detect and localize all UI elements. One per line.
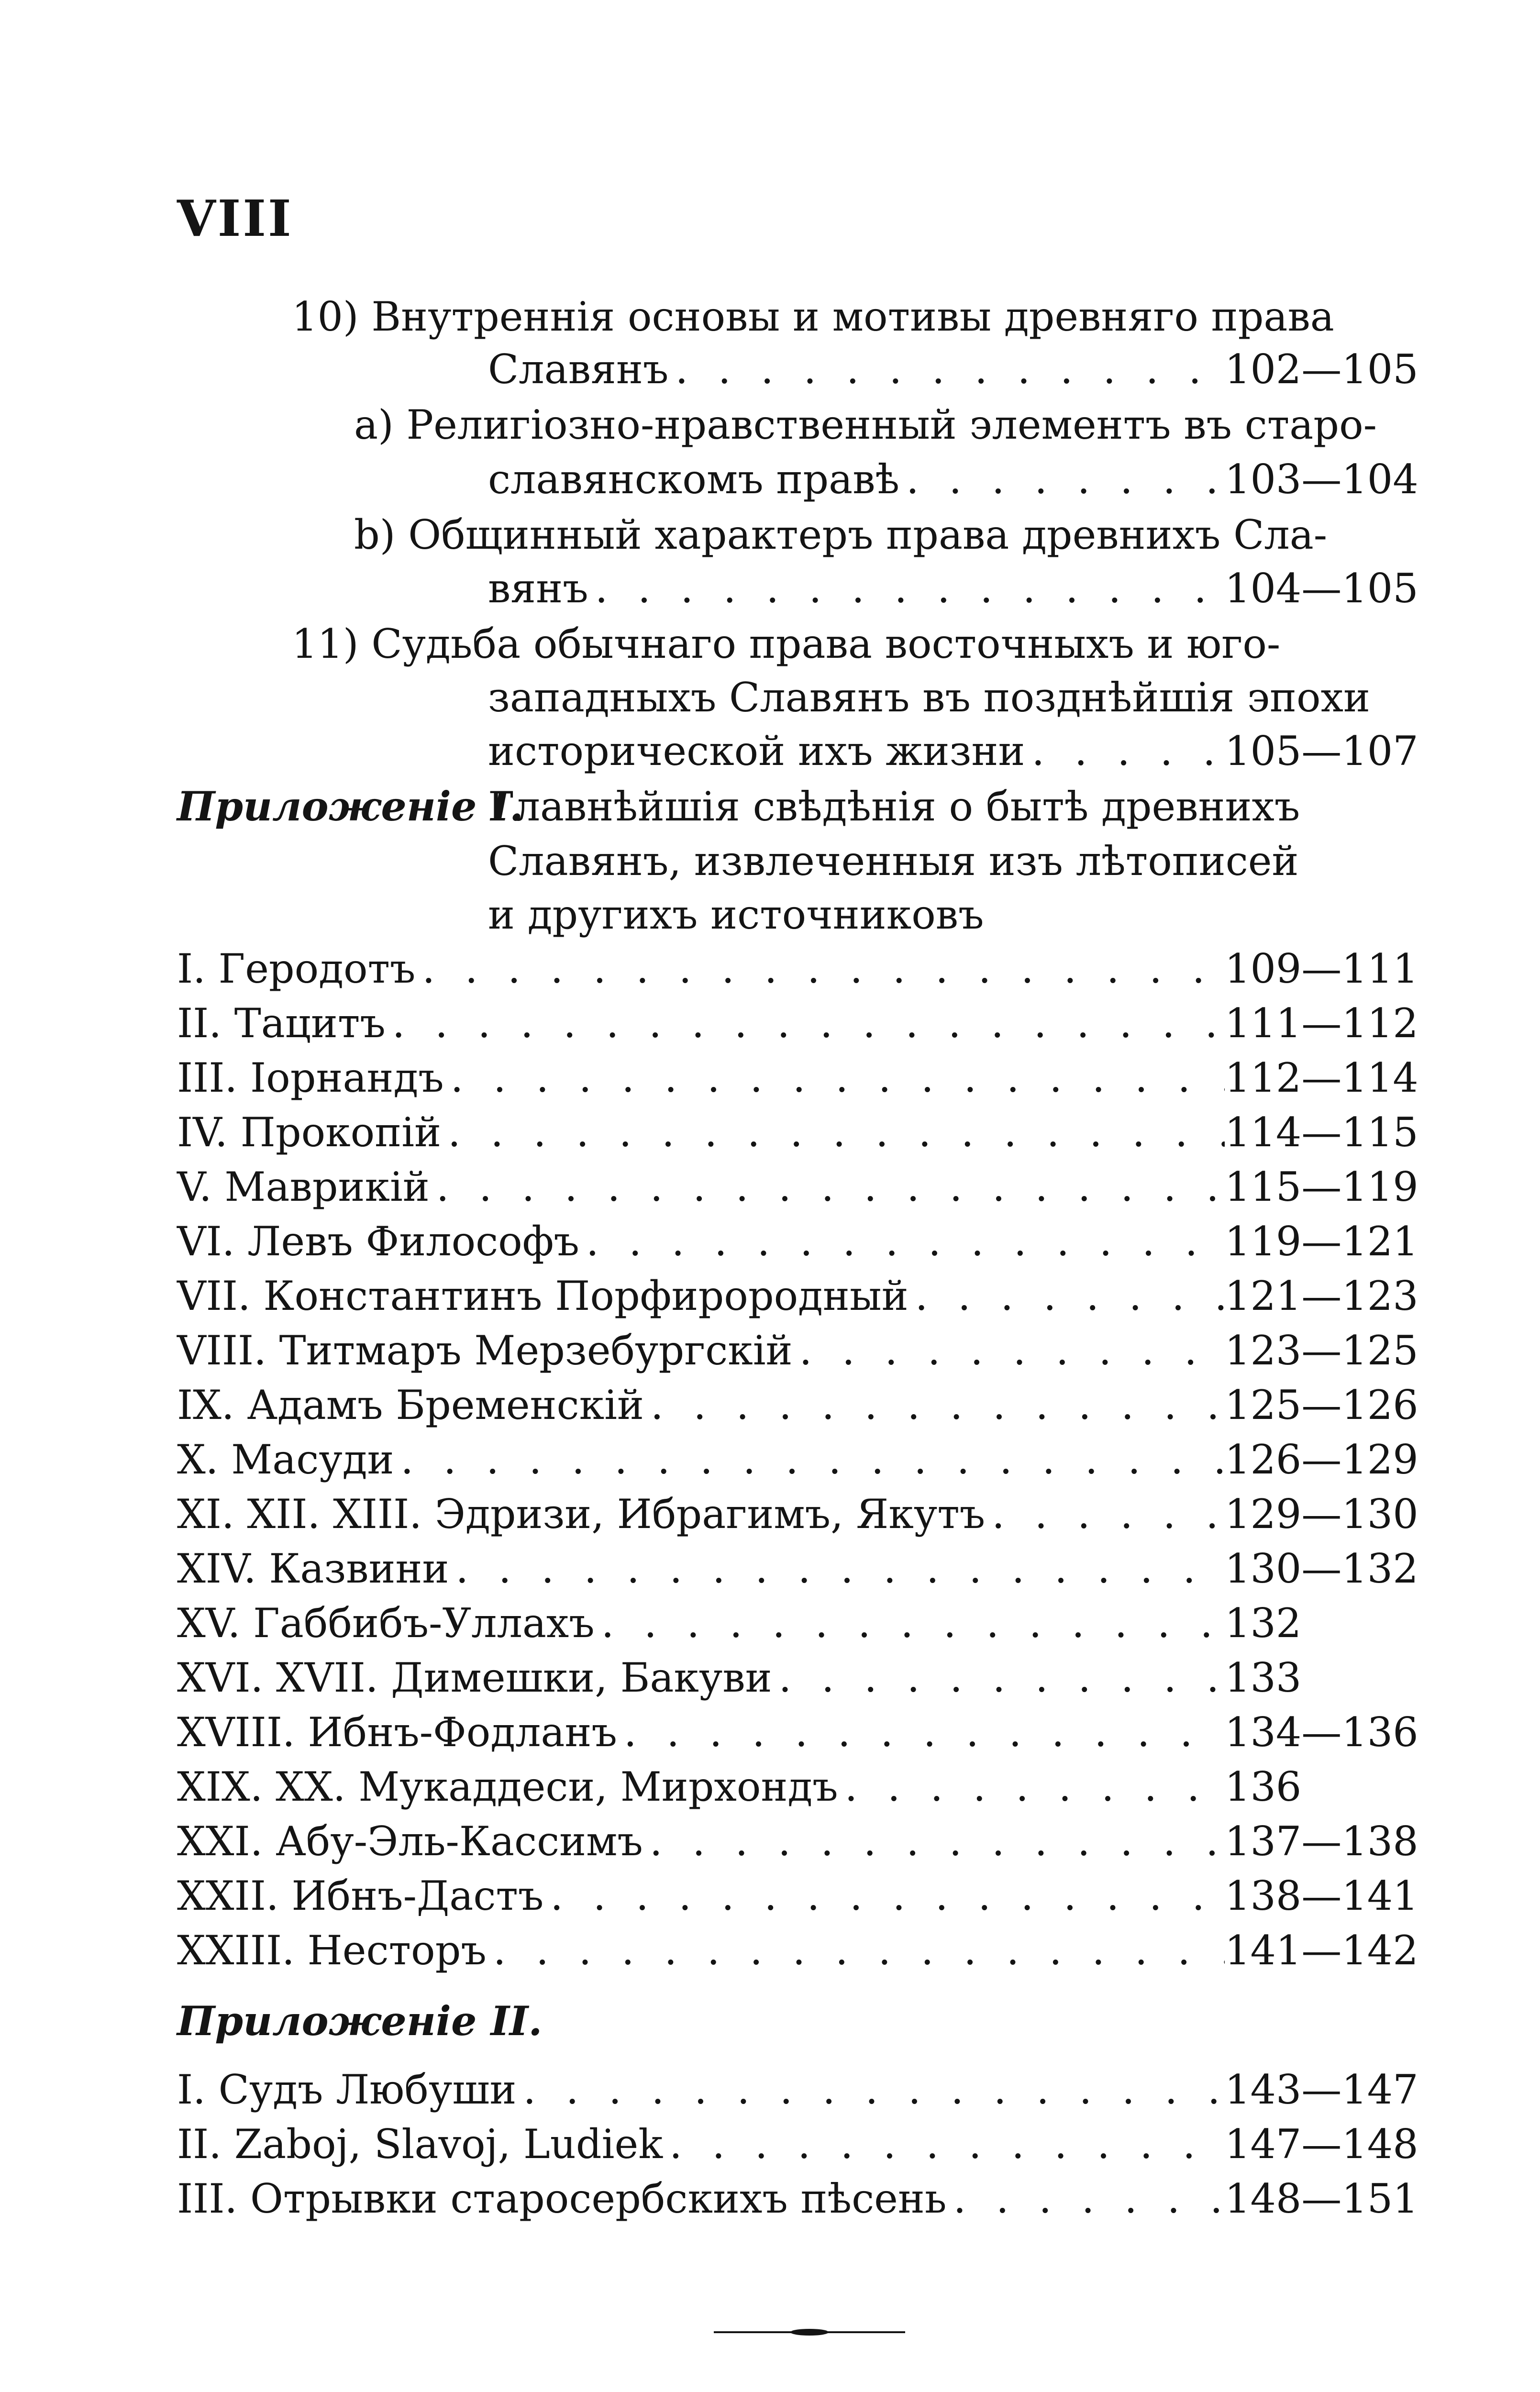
- section-10-title: 10) Внутреннія основы и мотивы древняго права: [292, 293, 1334, 340]
- dot-leader: [1025, 727, 1225, 775]
- toc-entry: [177, 1436, 1418, 1484]
- toc-entry: [177, 1218, 1418, 1265]
- entry-label: XXIII. Несторъ: [177, 1927, 487, 1974]
- toc-entry: [177, 1381, 1418, 1429]
- entry-label: VII. Константинъ Порфирородный: [177, 1273, 908, 1319]
- toc-entry: [177, 1708, 1418, 1756]
- entry-pages: 109—111: [1225, 945, 1418, 992]
- entry-pages: 143—147: [1225, 2066, 1418, 2113]
- entry-label: V. Маврикій: [177, 1163, 430, 1210]
- dot-leader: [441, 1108, 1225, 1156]
- dot-leader: [668, 345, 1225, 393]
- entry-pages: 104—105: [1225, 565, 1418, 612]
- appendix-2-title: Приложеніе II.: [177, 1997, 543, 2045]
- entry-pages: 147—148: [1225, 2121, 1418, 2168]
- dot-leader: [772, 1654, 1225, 1702]
- entry-pages: 148—151: [1225, 2175, 1418, 2222]
- entry-pages: 114—115: [1225, 1109, 1418, 1156]
- dot-leader: [430, 1163, 1225, 1211]
- toc-entry: [177, 1599, 1397, 1647]
- entry-label: IV. Прокопій: [177, 1109, 442, 1156]
- entry-label: II. Тацитъ: [177, 1000, 386, 1047]
- dot-leader: [838, 1763, 1225, 1811]
- dot-leader: [449, 1545, 1225, 1593]
- entry-pages: 138—141: [1225, 1872, 1418, 1919]
- entry-pages: 133: [1225, 1654, 1302, 1701]
- toc-entry: [177, 1654, 1397, 1702]
- toc-entry: [177, 1054, 1418, 1102]
- toc-entry: [177, 2120, 1418, 2168]
- toc-entry: [177, 1763, 1397, 1811]
- dot-leader: [543, 1872, 1225, 1920]
- dot-leader: [415, 945, 1225, 993]
- entry-label: I. Геродотъ: [177, 945, 416, 992]
- toc-entry: [177, 1872, 1418, 1920]
- dot-leader: [985, 1490, 1225, 1538]
- entry-label: XIV. Казвини: [177, 1545, 449, 1592]
- entry-label: IX. Адамъ Бременскій: [177, 1382, 644, 1429]
- dot-leader: [487, 1927, 1225, 1974]
- dot-leader: [793, 1327, 1225, 1374]
- entry-pages: 111—112: [1225, 1000, 1418, 1047]
- section-10b-entry: [488, 565, 1418, 612]
- entry-pages: 102—105: [1225, 346, 1418, 393]
- entry-pages: 112—114: [1225, 1054, 1418, 1101]
- entry-pages: 123—125: [1225, 1327, 1418, 1374]
- entry-pages: 121—123: [1225, 1273, 1418, 1319]
- toc-entry: [177, 2066, 1418, 2114]
- appendix-1-desc-line2: Славянъ, извлеченныя изъ лѣтописей: [488, 838, 1299, 885]
- toc-entry: [177, 1108, 1418, 1156]
- dot-leader: [595, 1599, 1225, 1647]
- entry-label: III. Отрывки старосербскихъ пѣсень: [177, 2175, 947, 2222]
- entry-pages: 137—138: [1225, 1818, 1418, 1865]
- ornament-divider-icon: [714, 2327, 905, 2337]
- section-11-entry: [488, 727, 1418, 775]
- entry-label: вянъ: [488, 565, 588, 612]
- entry-pages: 132: [1225, 1600, 1302, 1647]
- toc-entry: [177, 1163, 1418, 1211]
- toc-entry: [177, 1927, 1418, 1974]
- section-10a-title: a) Религіозно-нравственный элементъ въ старо-: [354, 401, 1377, 448]
- dot-leader: [579, 1218, 1225, 1265]
- entry-label: славянскомъ правѣ: [488, 456, 900, 503]
- entry-pages: 119—121: [1225, 1218, 1418, 1265]
- entry-pages: 134—136: [1225, 1709, 1418, 1756]
- entry-label: Славянъ: [488, 346, 669, 393]
- section-11-title: 11) Судьба обычнаго права восточныхъ и юго-: [292, 620, 1281, 667]
- entry-label: XXII. Ибнъ-Дастъ: [177, 1872, 544, 1919]
- toc-entry: [177, 1490, 1418, 1538]
- entry-pages: 126—129: [1225, 1436, 1418, 1483]
- dot-leader: [644, 1381, 1225, 1429]
- entry-label: X. Масуди: [177, 1436, 394, 1483]
- dot-leader: [663, 2120, 1225, 2168]
- entry-label: VI. Левъ Философъ: [177, 1218, 579, 1265]
- entry-label: I. Судъ Любуши: [177, 2066, 517, 2113]
- toc-entry: [177, 2175, 1418, 2223]
- section-10b-title: b) Общинный характеръ права древнихъ Сла-: [354, 511, 1328, 558]
- entry-label: III. Іорнандъ: [177, 1054, 444, 1101]
- dot-leader: [617, 1708, 1225, 1756]
- entry-pages: 130—132: [1225, 1545, 1418, 1592]
- dot-leader: [643, 1817, 1225, 1865]
- toc-entry: [177, 999, 1418, 1047]
- toc-entry: [177, 1545, 1418, 1593]
- dot-leader: [394, 1436, 1225, 1484]
- entry-pages: 136: [1225, 1763, 1302, 1810]
- entry-label: XVI. XVII. Димешки, Бакуви: [177, 1654, 772, 1701]
- dot-leader: [386, 999, 1225, 1047]
- entry-label: XV. Габбибъ-Уллахъ: [177, 1600, 595, 1647]
- entry-label: II. Zaboj, Slavoj, Ludiek: [177, 2121, 663, 2168]
- dot-leader: [947, 2175, 1225, 2223]
- toc-entry: [177, 945, 1418, 993]
- dot-leader: [908, 1272, 1225, 1320]
- appendix-1-desc-line1: Главнѣйшія свѣдѣнія о бытѣ древнихъ: [488, 783, 1300, 830]
- dot-leader: [588, 565, 1225, 612]
- entry-label: VIII. Титмаръ Мерзебургскій: [177, 1327, 793, 1374]
- toc-entry: [177, 1272, 1418, 1320]
- toc-entry: [177, 1327, 1418, 1374]
- entry-pages: 103—104: [1225, 456, 1418, 503]
- section-11-line2: западныхъ Славянъ въ позднѣйшія эпохи: [488, 674, 1370, 721]
- dot-leader: [444, 1054, 1225, 1102]
- toc-entry: [177, 1817, 1418, 1865]
- entry-label: XVIII. Ибнъ-Фодланъ: [177, 1709, 617, 1756]
- appendix-1-title: Приложеніе I.: [177, 783, 524, 830]
- entry-label: XXI. Абу-Эль-Кассимъ: [177, 1818, 643, 1865]
- dot-leader: [899, 455, 1225, 503]
- entry-pages: 115—119: [1225, 1163, 1418, 1210]
- entry-label: XI. XII. XIII. Эдризи, Ибрагимъ, Якутъ: [177, 1491, 986, 1538]
- entry-pages: 141—142: [1225, 1927, 1418, 1974]
- section-10-entry: [488, 345, 1418, 393]
- entry-pages: 105—107: [1225, 728, 1418, 775]
- entry-pages: 125—126: [1225, 1382, 1418, 1429]
- page-number: VIII: [177, 189, 293, 248]
- dot-leader: [516, 2066, 1225, 2114]
- entry-label: исторической ихъ жизни: [488, 728, 1025, 775]
- entry-pages: 129—130: [1225, 1491, 1418, 1538]
- appendix-1-desc-line3: и другихъ источниковъ: [488, 891, 984, 938]
- section-10a-entry: [488, 455, 1418, 503]
- entry-label: XIX. XX. Мукаддеси, Мирхондъ: [177, 1763, 838, 1810]
